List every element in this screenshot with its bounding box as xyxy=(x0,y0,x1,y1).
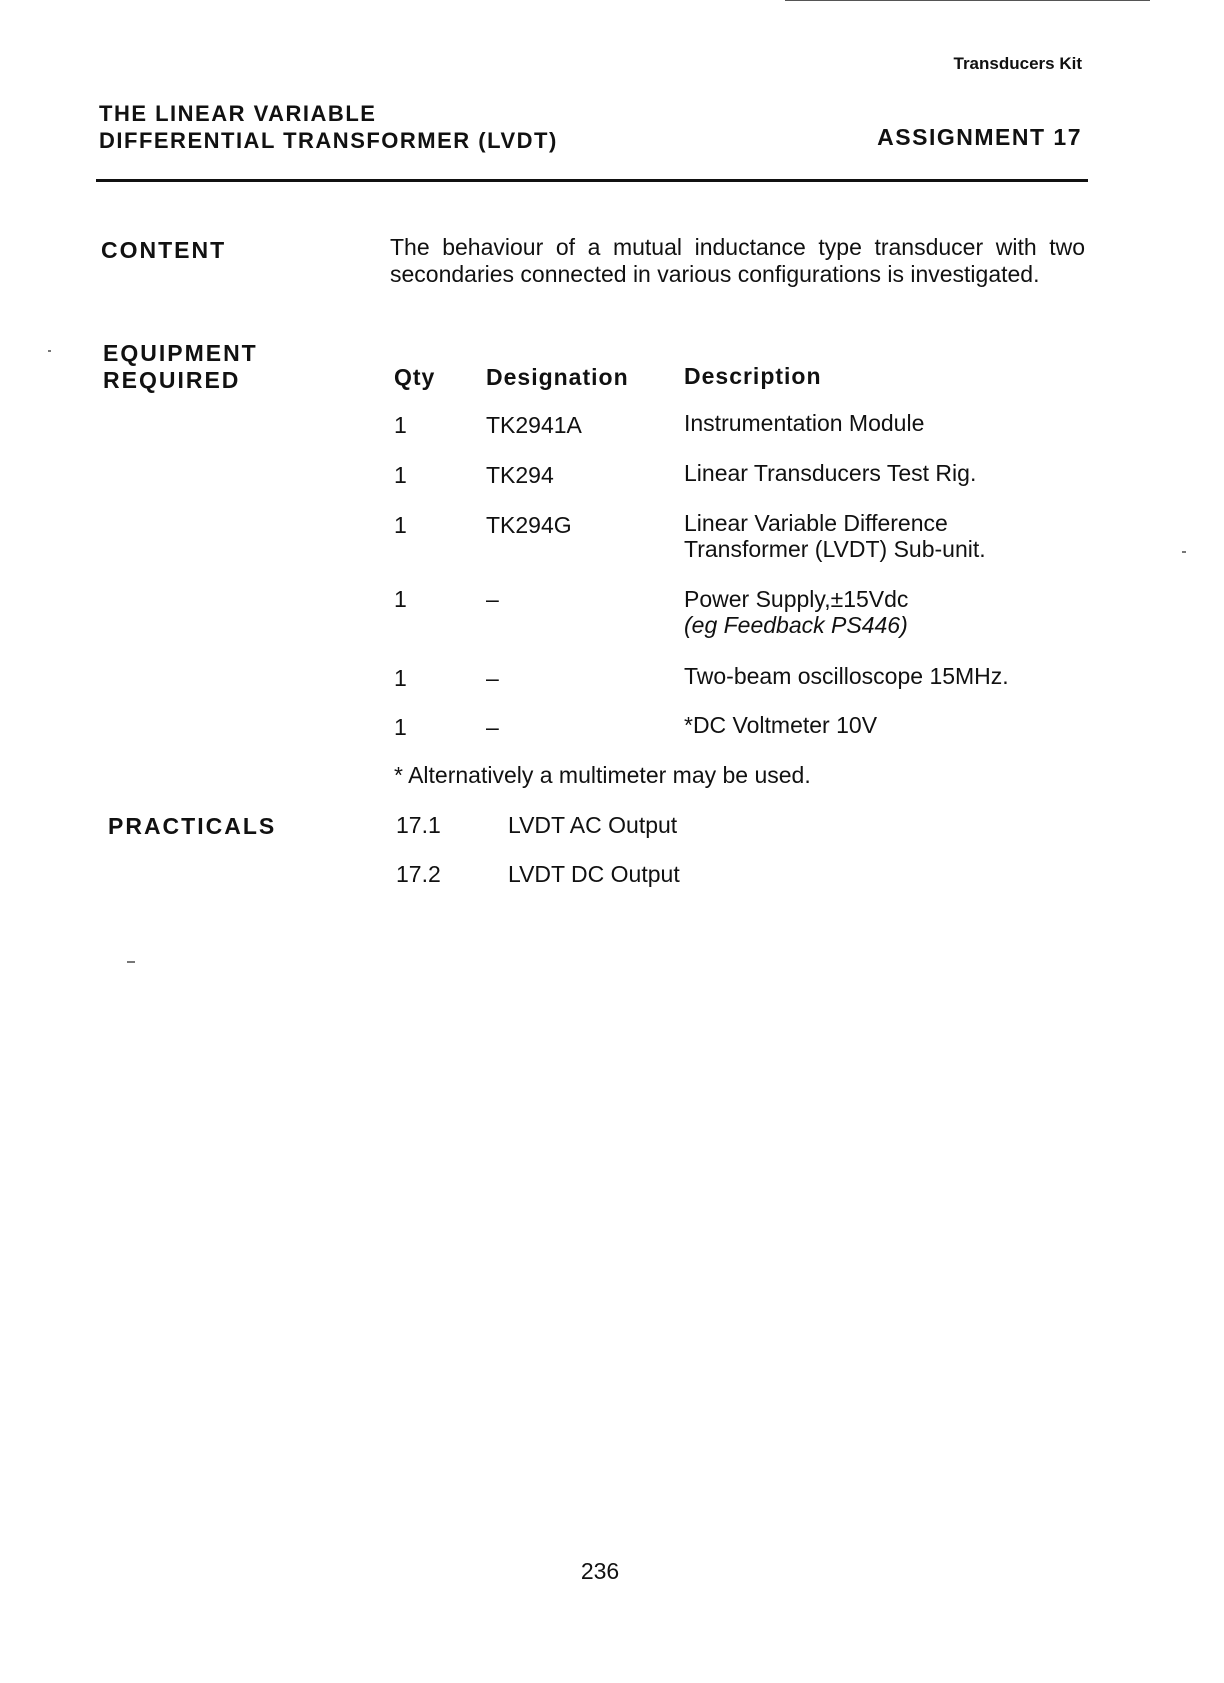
scan-speck xyxy=(48,350,51,352)
row-qty: 1 xyxy=(394,665,407,691)
row-designation: – xyxy=(486,586,499,612)
row-designation: TK2941A xyxy=(486,412,582,438)
top-edge-rule xyxy=(785,0,1150,1)
row-qty: 1 xyxy=(394,714,407,740)
row-qty: 1 xyxy=(394,412,407,438)
content-text: The behaviour of a mutual inductance type transducer with two secondaries connected in various configurations is investigated. xyxy=(390,234,1085,287)
row-description xyxy=(684,586,1104,638)
practical-title: LVDT AC Output xyxy=(508,812,678,838)
equipment-label xyxy=(103,340,258,394)
row-description xyxy=(684,510,1104,562)
document-title xyxy=(99,100,558,154)
title-line-1: THE LINEAR VARIABLE xyxy=(99,101,377,126)
row-qty: 1 xyxy=(394,512,407,538)
header-divider xyxy=(96,179,1088,182)
row-designation: TK294 xyxy=(486,462,554,488)
row-description-line-1: Power Supply,±15Vdc xyxy=(684,586,909,612)
practicals-label: PRACTICALS xyxy=(108,813,277,839)
practical-number: 17.1 xyxy=(396,812,441,838)
title-line-2: DIFFERENTIAL TRANSFORMER (LVDT) xyxy=(99,128,558,153)
equipment-label-line-1: EQUIPMENT xyxy=(103,340,258,366)
row-description-line-2: Transformer (LVDT) Sub-unit. xyxy=(684,536,986,562)
row-designation: – xyxy=(486,714,499,740)
row-description: Two-beam oscilloscope 15MHz. xyxy=(684,663,1009,689)
row-description-line-2: (eg Feedback PS446) xyxy=(684,612,908,638)
description-column-header: Description xyxy=(684,363,822,389)
row-description: *DC Voltmeter 10V xyxy=(684,712,878,738)
equipment-footnote: * Alternatively a multimeter may be used. xyxy=(394,762,811,788)
equipment-label-line-2: REQUIRED xyxy=(103,367,241,393)
row-description: Instrumentation Module xyxy=(684,410,925,436)
kit-name: Transducers Kit xyxy=(953,54,1082,73)
content-label: CONTENT xyxy=(101,237,227,263)
row-designation: – xyxy=(486,665,499,691)
row-description: Linear Transducers Test Rig. xyxy=(684,460,977,486)
row-qty: 1 xyxy=(394,462,407,488)
row-qty: 1 xyxy=(394,586,407,612)
designation-column-header: Designation xyxy=(486,364,629,390)
practical-number: 17.2 xyxy=(396,861,441,887)
scan-speck xyxy=(1182,551,1186,553)
row-description-line-1: Linear Variable Difference xyxy=(684,510,948,536)
assignment-number: ASSIGNMENT 17 xyxy=(877,124,1082,150)
qty-column-header: Qty xyxy=(394,364,436,390)
row-designation: TK294G xyxy=(486,512,572,538)
page-number: 236 xyxy=(580,1558,620,1584)
scan-speck xyxy=(127,961,135,963)
practical-title: LVDT DC Output xyxy=(508,861,680,887)
